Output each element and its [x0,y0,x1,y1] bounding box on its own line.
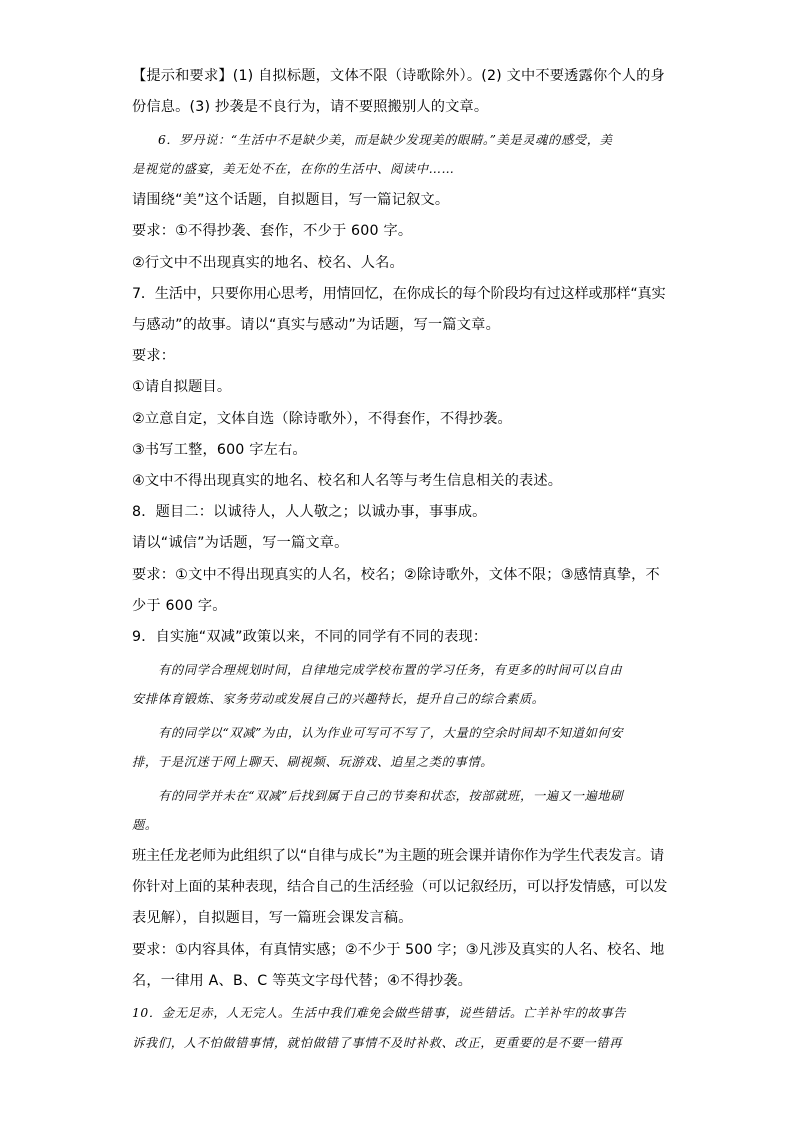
text-line-32: 诉我们，人不怕做错事情，就怕做错了事情不及时补救、改正，更重要的是不要一错再 [132,1036,623,1050]
text-line-17: 要求：①文中不得出现真实的人名，校名；②除诗歌外，文体不限；③感情真挚，不 [132,567,660,583]
text-line-29: 要求：①内容具体，有真情实感；②不少于 500 字；③凡涉及真实的人名、校名、地 [132,942,665,958]
text-line-30: 名，一律用 A、B、C 等英文字母代替；④不得抄袭。 [132,973,473,989]
text-line-16: 请以“诚信”为话题，写一篇文章。 [132,535,349,551]
text-line-18: 少于 600 字。 [132,598,227,614]
text-line-21: 安排体育锻炼、家务劳动或发展自己的兴趣特长，提升自己的综合素质。 [132,692,545,706]
text-line-31: 10．金无足赤，人无完人。生活中我们难免会做些错事，说些错话。亡羊补牢的故事告 [132,1006,627,1020]
text-line-14: ④文中不得出现真实的地名、校名和人名等与考生信息相关的表述。 [132,473,563,489]
text-line-4: 是视觉的盛宴，美无处不在，在你的生活中、阅读中…… [132,162,455,176]
text-line-12: ②立意自定，文体自选（除诗歌外），不得套作，不得抄袭。 [132,411,512,427]
text-line-9: 与感动”的故事。请以“真实与感动”为话题，写一篇文章。 [132,317,500,333]
text-line-19: 9．自实施“双减”政策以来，不同的同学有不同的表现： [132,629,488,645]
text-line-13: ③书写工整，600 字左右。 [132,442,307,458]
text-line-6: 要求：①不得抄袭、套作，不少于 600 字。 [132,223,413,239]
text-line-11: ①请自拟题目。 [132,379,232,395]
text-line-20: 有的同学合理规划时间，自律地完成学校布置的学习任务，有更多的时间可以自由 [158,663,623,677]
text-line-3: 6．罗丹说：“生活中不是缺少美，而是缺少发现美的眼睛。”美是灵魂的感受，美 [158,133,613,147]
text-line-15: 8．题目二：以诚待人，人人敬之；以诚办事，事事成。 [132,504,487,520]
text-line-23: 排，于是沉迷于网上聊天、刷视频、玩游戏、追星之类的事情。 [132,755,494,769]
text-line-8: 7．生活中，只要你用心思考，用情回忆，在你成长的每个阶段均有过这样或那样“真实 [132,286,666,302]
text-line-1: 【提示和要求】(1) 自拟标题，文体不限（诗歌除外）。(2) 文中不要透露你个人的身 [132,68,665,84]
text-line-2: 份信息。(3) 抄袭是不良行为，请不要照搬别人的文章。 [132,99,489,115]
text-line-7: ②行文中不出现真实的地名、校名、人名。 [132,255,404,271]
text-line-28: 表见解），自拟题目，写一篇班会课发言稿。 [132,910,413,926]
text-line-5: 请围绕“美”这个话题，自拟题目，写一篇记叙文。 [132,192,450,208]
text-line-26: 班主任龙老师为此组织了以“自律与成长”为主题的班会课并请你作为学生代表发言。请 [132,848,664,864]
text-line-25: 题。 [132,818,158,832]
text-line-10: 要求： [132,348,176,364]
text-line-24: 有的同学并未在“双减”后找到属于自己的节奏和状态，按部就班，一遍又一遍地刷 [158,789,624,803]
text-line-27: 你针对上面的某种表现，结合自己的生活经验（可以记叙经历，可以抒发情感，可以发 [132,879,668,895]
text-line-22: 有的同学以“双减”为由，认为作业可写可不写了，大量的空余时间却不知道如何安 [158,726,624,740]
